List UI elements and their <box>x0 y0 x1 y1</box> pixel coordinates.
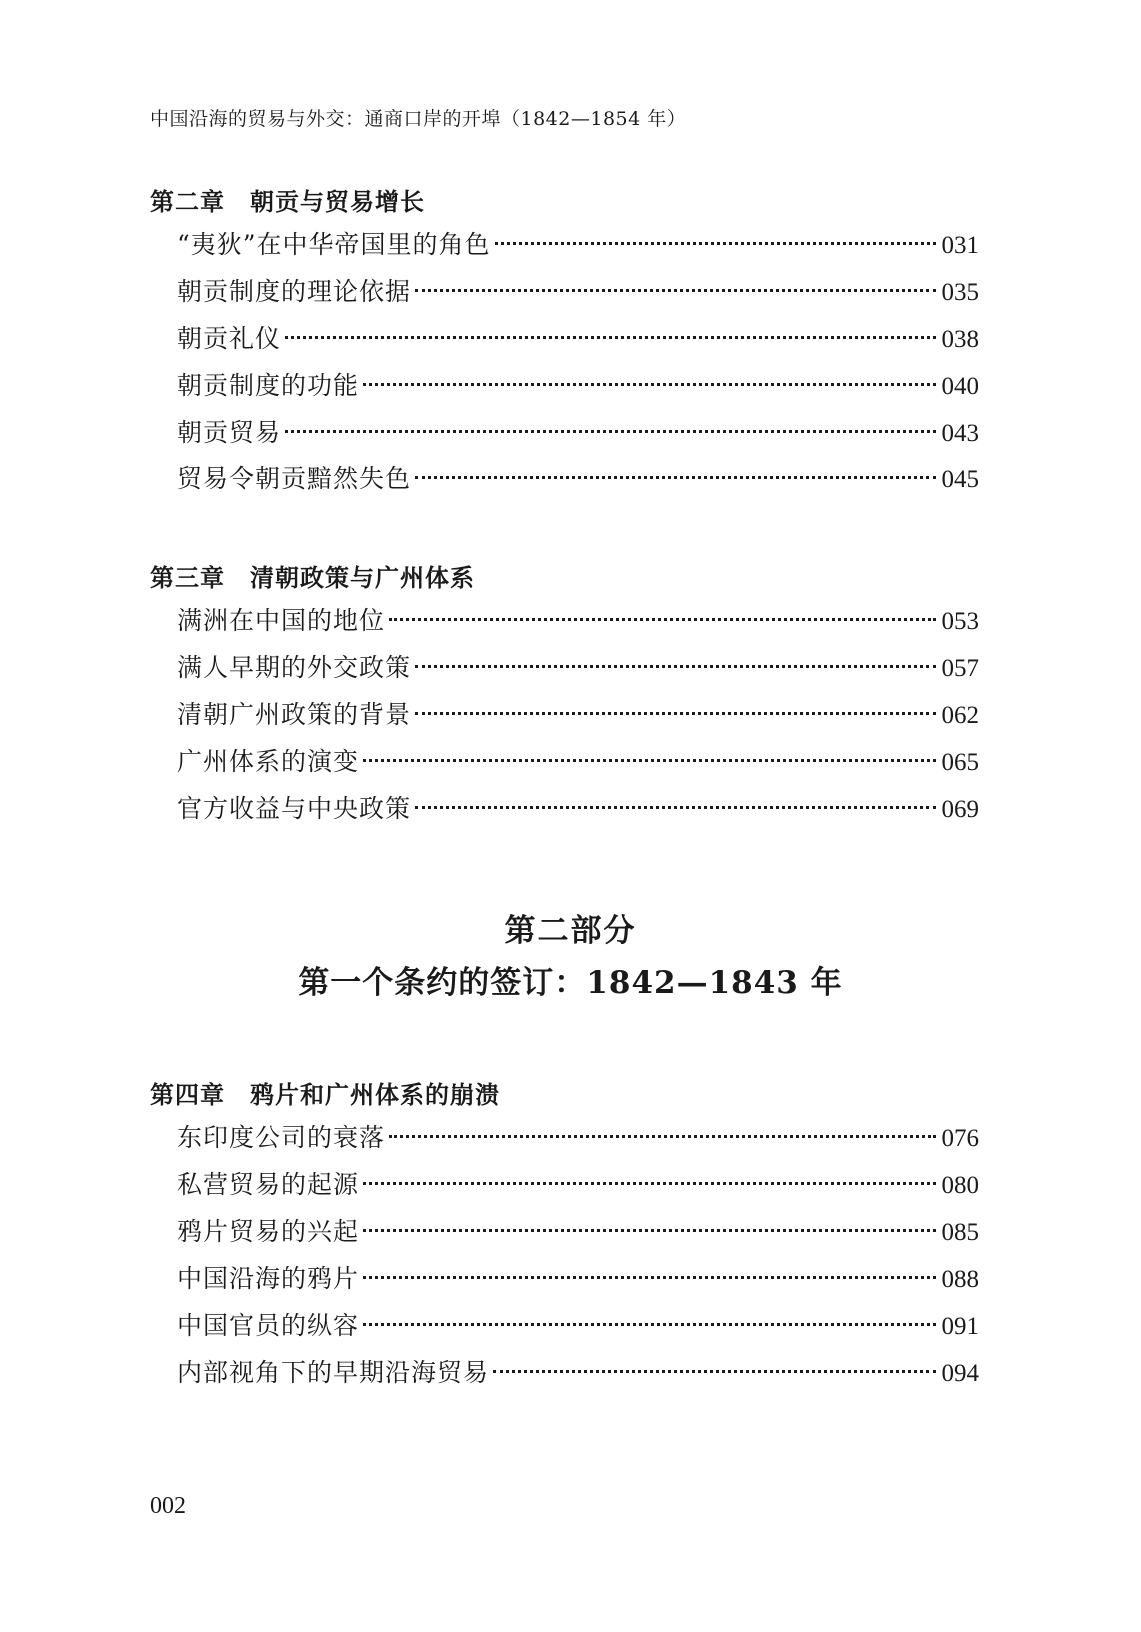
dot-leader <box>415 476 935 479</box>
toc-entry[interactable] <box>177 1168 979 1202</box>
toc-entry[interactable] <box>177 698 979 732</box>
toc-entry[interactable] <box>177 416 979 450</box>
toc-entry-page: 091 <box>941 1313 979 1340</box>
dot-leader <box>363 1323 935 1326</box>
dot-leader <box>493 1370 935 1373</box>
chapter-title: 第三章 清朝政策与广州体系 <box>150 564 475 592</box>
toc-entry-title: 广州体系的演变 <box>177 747 360 776</box>
toc-entry-title: 贸易令朝贡黯然失色 <box>177 464 412 493</box>
toc-entry-page: 076 <box>941 1125 979 1152</box>
toc-entry-page: 053 <box>941 608 979 635</box>
dot-leader <box>415 712 935 715</box>
toc-entry-title: 满人早期的外交政策 <box>177 653 412 682</box>
toc-entry-title: 中国官员的纵容 <box>177 1311 360 1340</box>
dot-leader <box>415 289 935 292</box>
toc-entry-page: 085 <box>941 1219 979 1246</box>
toc-entry[interactable] <box>177 745 979 779</box>
toc-entry-page: 031 <box>941 232 979 259</box>
toc-entry[interactable] <box>177 1121 979 1155</box>
toc-entry-page: 088 <box>941 1266 979 1293</box>
part-number: 第二部分 <box>504 913 637 949</box>
toc-entry[interactable] <box>177 792 979 826</box>
toc-entry[interactable] <box>177 369 979 403</box>
dot-leader <box>363 383 935 386</box>
toc-entry-page: 065 <box>941 749 979 776</box>
toc-entry-page: 040 <box>941 373 979 400</box>
chapter-title: 第二章 朝贡与贸易增长 <box>150 188 425 216</box>
dot-leader <box>389 618 935 621</box>
dot-leader <box>415 665 935 668</box>
toc-entry[interactable] <box>177 1215 979 1249</box>
dot-leader <box>285 430 935 433</box>
toc-entry[interactable] <box>177 1262 979 1296</box>
toc-entry-title: 私营贸易的起源 <box>177 1170 360 1199</box>
dot-leader <box>495 242 936 245</box>
dot-leader <box>363 1276 935 1279</box>
dot-leader <box>415 806 935 809</box>
toc-entry-page: 038 <box>941 326 979 353</box>
toc-entry-page: 094 <box>941 1360 979 1387</box>
dot-leader <box>363 1182 935 1185</box>
dot-leader <box>363 1229 935 1232</box>
toc-entry[interactable] <box>177 651 979 685</box>
toc-entry[interactable] <box>177 1309 979 1343</box>
toc-entry-page: 069 <box>941 796 979 823</box>
toc-entry-title: 朝贡贸易 <box>177 418 282 447</box>
toc-entry-title: 内部视角下的早期沿海贸易 <box>177 1358 490 1387</box>
dot-leader <box>285 336 935 339</box>
part-title: 第一个条约的签订：1842—1843 年 <box>298 965 843 1001</box>
toc-entry-title: 鸦片贸易的兴起 <box>177 1217 360 1246</box>
toc-entry-title: 清朝广州政策的背景 <box>177 700 412 729</box>
toc-entry-title: 官方收益与中央政策 <box>177 794 412 823</box>
toc-entry-title: 满洲在中国的地位 <box>177 606 386 635</box>
toc-entry-page: 045 <box>941 466 979 493</box>
toc-entry-title: 朝贡制度的理论依据 <box>177 277 412 306</box>
toc-entry-title: 朝贡制度的功能 <box>177 371 360 400</box>
toc-entry-title: 东印度公司的衰落 <box>177 1123 386 1152</box>
toc-entry[interactable] <box>177 604 979 638</box>
toc-entry[interactable] <box>177 1356 979 1390</box>
toc-entry[interactable] <box>177 275 979 309</box>
toc-entry-title: 朝贡礼仪 <box>177 324 282 353</box>
toc-entry[interactable] <box>177 322 979 356</box>
page-number: 002 <box>150 1493 186 1519</box>
toc-entry-title: 中国沿海的鸦片 <box>177 1264 360 1293</box>
toc-entry-page: 080 <box>941 1172 979 1199</box>
toc-entry[interactable] <box>177 462 979 496</box>
toc-entry-title: “夷狄”在中华帝国里的角色 <box>177 230 491 259</box>
toc-entry[interactable] <box>177 228 979 262</box>
running-header: 中国沿海的贸易与外交：通商口岸的开埠（1842—1854 年） <box>150 108 687 130</box>
toc-entry-page: 043 <box>941 420 979 447</box>
dot-leader <box>389 1135 935 1138</box>
toc-entry-page: 057 <box>941 655 979 682</box>
toc-entry-page: 035 <box>941 279 979 306</box>
toc-entry-page: 062 <box>941 702 979 729</box>
chapter-title: 第四章 鸦片和广州体系的崩溃 <box>150 1081 500 1109</box>
dot-leader <box>363 759 935 762</box>
